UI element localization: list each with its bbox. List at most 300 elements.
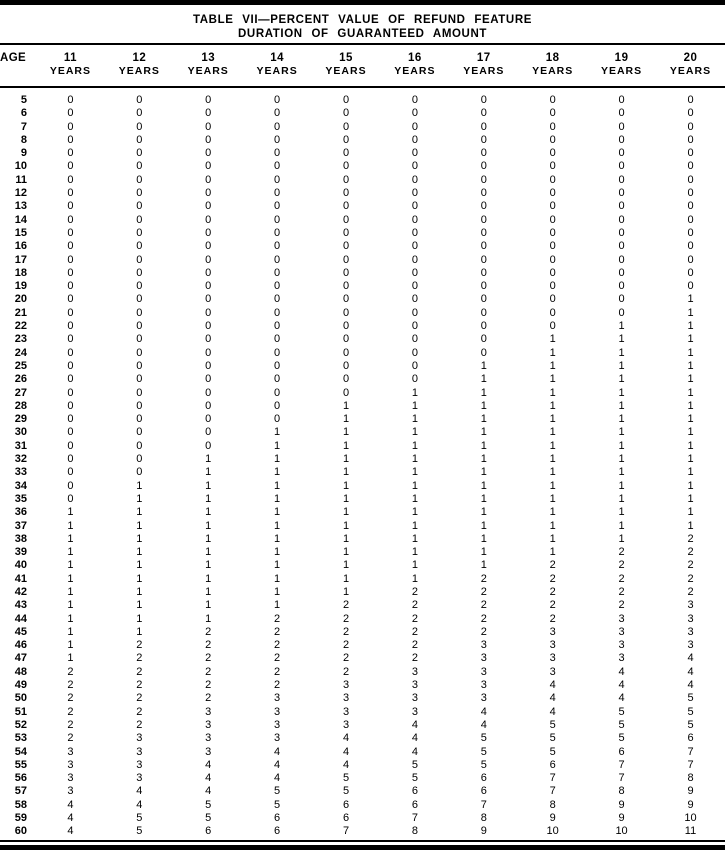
years-label-header: YEARS: [243, 65, 312, 87]
value-cell: 0: [342, 333, 350, 346]
table-row: [0, 586, 725, 599]
value-cell: 1: [136, 519, 143, 532]
value-cell: 6: [618, 745, 625, 758]
table-row: [0, 254, 725, 267]
table-row: [0, 227, 725, 240]
value-cell: 2: [618, 546, 625, 559]
value-cell: 5: [136, 825, 143, 838]
value-cell: 8: [480, 812, 487, 825]
table-row: [0, 160, 725, 173]
table-row: [0, 559, 725, 572]
value-cell: 2: [549, 585, 556, 598]
value-cell: 0: [136, 200, 143, 213]
value-cell: 2: [205, 679, 212, 692]
table-row: [0, 732, 725, 745]
value-cell: 1: [411, 506, 418, 519]
value-cell: 0: [67, 346, 74, 359]
bottom-border-rule: [0, 845, 725, 850]
value-cell: 3: [549, 639, 556, 652]
value-cell: 1: [549, 519, 556, 532]
value-cell: 0: [549, 133, 556, 146]
value-cell: 0: [618, 200, 625, 213]
age-cell: 44: [14, 612, 27, 625]
age-cell: 25: [14, 359, 27, 372]
value-cell: 0: [549, 226, 556, 239]
value-cell: 2: [411, 625, 418, 638]
value-cell: 2: [67, 679, 74, 692]
years-label-header: YEARS: [105, 65, 174, 87]
value-cell: 0: [274, 346, 281, 359]
value-cell: 4: [549, 692, 556, 705]
age-cell: 29: [14, 413, 27, 426]
value-cell: 1: [342, 546, 350, 559]
value-cell: 0: [549, 120, 556, 133]
value-cell: 0: [480, 306, 487, 319]
value-cell: 0: [687, 213, 694, 226]
value-cell: 1: [549, 492, 556, 505]
value-cell: 0: [67, 147, 74, 160]
value-cell: 5: [618, 705, 625, 718]
value-cell: 0: [549, 320, 556, 333]
value-cell: 1: [480, 559, 487, 572]
value-cell: 0: [480, 120, 487, 133]
value-cell: 1: [687, 399, 694, 412]
value-cell: 1: [549, 439, 556, 452]
value-cell: 1: [411, 572, 418, 585]
year-number-header: 20: [683, 52, 698, 64]
value-cell: 0: [549, 306, 556, 319]
value-cell: 3: [136, 745, 143, 758]
value-cell: 4: [549, 705, 556, 718]
age-cell: 56: [14, 772, 27, 785]
value-cell: 3: [618, 612, 625, 625]
age-cell: 48: [14, 665, 27, 678]
value-cell: 2: [411, 652, 418, 665]
value-cell: 10: [615, 825, 628, 838]
value-cell: 0: [67, 373, 74, 386]
value-cell: 3: [342, 692, 350, 705]
value-cell: 0: [136, 306, 143, 319]
value-cell: 2: [549, 612, 556, 625]
value-cell: 1: [549, 359, 556, 372]
table-row: [0, 134, 725, 147]
age-cell: 54: [14, 745, 27, 758]
value-cell: 0: [136, 293, 143, 306]
value-cell: 0: [618, 306, 625, 319]
value-cell: 1: [342, 466, 350, 479]
value-cell: 0: [549, 94, 556, 106]
value-cell: 1: [67, 572, 74, 585]
value-cell: 0: [136, 320, 143, 333]
value-cell: 0: [205, 280, 212, 293]
value-cell: 4: [618, 665, 625, 678]
value-cell: 0: [274, 107, 281, 120]
value-cell: 0: [274, 266, 281, 279]
age-cell: 55: [14, 758, 27, 771]
age-cell: 9: [20, 147, 27, 160]
table-row: [0, 599, 725, 612]
value-cell: 0: [67, 200, 74, 213]
value-cell: 2: [205, 692, 212, 705]
value-cell: 1: [687, 479, 694, 492]
value-cell: 1: [480, 413, 487, 426]
value-cell: 9: [480, 825, 487, 838]
value-cell: 2: [480, 625, 487, 638]
value-cell: 1: [67, 519, 74, 532]
table-row: [0, 520, 725, 533]
year-number-header: 15: [339, 52, 353, 64]
age-cell: 17: [14, 253, 27, 266]
value-cell: 1: [480, 492, 487, 505]
age-cell: 10: [14, 160, 27, 173]
value-cell: 0: [274, 373, 281, 386]
value-cell: 0: [549, 240, 556, 253]
value-cell: 0: [136, 107, 143, 120]
value-cell: 7: [687, 758, 694, 771]
value-cell: 1: [687, 373, 694, 386]
table-row: [0, 293, 725, 306]
value-cell: 0: [480, 280, 487, 293]
value-cell: 0: [67, 133, 74, 146]
value-cell: 4: [205, 785, 212, 798]
value-cell: 5: [342, 772, 350, 785]
value-cell: 3: [342, 679, 350, 692]
value-cell: 0: [67, 187, 74, 200]
value-cell: 0: [274, 94, 281, 106]
value-cell: 2: [136, 679, 143, 692]
value-cell: 2: [618, 585, 625, 598]
value-cell: 3: [411, 679, 418, 692]
value-cell: 3: [411, 705, 418, 718]
value-cell: 1: [687, 466, 694, 479]
value-cell: 0: [205, 320, 212, 333]
value-cell: 0: [136, 173, 143, 186]
age-cell: 59: [14, 812, 27, 825]
value-cell: 1: [618, 466, 625, 479]
value-cell: 3: [549, 625, 556, 638]
age-cell: 42: [14, 585, 27, 598]
value-cell: 2: [274, 639, 281, 652]
value-cell: 5: [480, 732, 487, 745]
value-cell: 2: [274, 612, 281, 625]
age-cell: 52: [14, 718, 27, 731]
value-cell: 3: [342, 705, 350, 718]
table-row: [0, 400, 725, 413]
value-cell: 4: [687, 679, 694, 692]
value-cell: 0: [618, 240, 625, 253]
age-cell: 45: [14, 625, 27, 638]
value-cell: 1: [618, 320, 625, 333]
table-row: [0, 493, 725, 506]
value-cell: 5: [480, 758, 487, 771]
value-cell: 0: [67, 399, 74, 412]
value-cell: 1: [274, 492, 281, 505]
table-row: [0, 759, 725, 772]
age-cell: 51: [14, 705, 27, 718]
value-cell: 0: [136, 253, 143, 266]
value-cell: 0: [342, 200, 350, 213]
table-row: [0, 799, 725, 812]
value-cell: 2: [411, 612, 418, 625]
value-cell: 1: [411, 453, 418, 466]
year-number-header: 11: [63, 52, 78, 64]
table-row: [0, 546, 725, 559]
value-cell: 0: [618, 266, 625, 279]
value-cell: 0: [687, 280, 694, 293]
value-cell: 2: [618, 559, 625, 572]
value-cell: 0: [205, 399, 212, 412]
value-cell: 0: [687, 226, 694, 239]
value-cell: 3: [205, 745, 212, 758]
value-cell: 0: [136, 359, 143, 372]
value-cell: 0: [618, 107, 625, 120]
table-row: [0, 466, 725, 479]
value-cell: 0: [67, 120, 74, 133]
value-cell: 0: [411, 333, 418, 346]
value-cell: 1: [411, 386, 418, 399]
value-cell: 2: [480, 585, 487, 598]
value-cell: 1: [136, 559, 143, 572]
value-cell: 2: [549, 572, 556, 585]
value-cell: 1: [274, 585, 281, 598]
value-cell: 0: [205, 306, 212, 319]
value-cell: 1: [687, 293, 694, 306]
value-cell: 3: [136, 772, 143, 785]
value-cell: 1: [205, 453, 212, 466]
value-cell: 5: [687, 705, 694, 718]
value-cell: 1: [618, 373, 625, 386]
table-title-line2: DURATION OF GUARANTEED AMOUNT: [238, 27, 487, 40]
value-cell: 3: [136, 732, 143, 745]
value-cell: 1: [67, 612, 74, 625]
value-cell: 0: [618, 226, 625, 239]
value-cell: 3: [618, 639, 625, 652]
header-row-numbers: [0, 45, 725, 65]
value-cell: 0: [67, 160, 74, 173]
value-cell: 0: [274, 240, 281, 253]
table-row: [0, 719, 725, 732]
value-cell: 0: [549, 266, 556, 279]
table-row: [0, 360, 725, 373]
value-cell: 0: [342, 187, 350, 200]
value-cell: 0: [687, 173, 694, 186]
value-cell: 2: [274, 625, 281, 638]
value-cell: 4: [687, 665, 694, 678]
value-cell: 1: [411, 466, 418, 479]
value-cell: 0: [411, 133, 418, 146]
value-cell: 10: [546, 825, 559, 838]
value-cell: 3: [205, 732, 212, 745]
value-cell: 0: [274, 133, 281, 146]
value-cell: 5: [549, 745, 556, 758]
value-cell: 1: [342, 559, 350, 572]
value-cell: 0: [67, 226, 74, 239]
value-cell: 1: [618, 519, 625, 532]
table-row: [0, 480, 725, 493]
value-cell: 0: [411, 120, 418, 133]
value-cell: 1: [618, 506, 625, 519]
value-cell: 1: [687, 506, 694, 519]
value-cell: 0: [342, 373, 350, 386]
value-cell: 2: [618, 572, 625, 585]
value-cell: 0: [411, 107, 418, 120]
value-cell: 2: [687, 585, 694, 598]
value-cell: 8: [411, 825, 418, 838]
age-cell: 24: [14, 346, 27, 359]
table-row: [0, 785, 725, 798]
value-cell: 1: [411, 399, 418, 412]
value-cell: 0: [342, 133, 350, 146]
table-row: [0, 812, 725, 825]
table-row: [0, 320, 725, 333]
age-cell: 41: [14, 572, 27, 585]
years-label-header: YEARS: [518, 65, 587, 87]
value-cell: 0: [342, 107, 350, 120]
table-row: [0, 706, 725, 719]
table-row: [0, 187, 725, 200]
value-cell: 1: [687, 519, 694, 532]
value-cell: 3: [67, 758, 74, 771]
age-cell: 21: [14, 306, 27, 319]
value-cell: 3: [67, 745, 74, 758]
value-cell: 0: [274, 200, 281, 213]
value-cell: 0: [480, 94, 487, 106]
value-cell: 1: [136, 492, 143, 505]
value-cell: 1: [480, 359, 487, 372]
value-cell: 1: [618, 413, 625, 426]
value-cell: 0: [342, 240, 350, 253]
value-cell: 1: [618, 399, 625, 412]
value-cell: 0: [687, 160, 694, 173]
value-cell: 6: [480, 772, 487, 785]
age-column-header: AGE: [0, 52, 27, 64]
value-cell: 0: [618, 280, 625, 293]
value-cell: 0: [136, 333, 143, 346]
value-cell: 0: [274, 187, 281, 200]
value-cell: 4: [411, 732, 418, 745]
value-cell: 3: [274, 705, 281, 718]
value-cell: 5: [549, 718, 556, 731]
table-row: [0, 107, 725, 120]
age-cell: 32: [14, 453, 27, 466]
value-cell: 2: [67, 718, 74, 731]
value-cell: 1: [274, 479, 281, 492]
value-cell: 2: [274, 652, 281, 665]
value-cell: 0: [274, 173, 281, 186]
value-cell: 1: [205, 479, 212, 492]
value-cell: 1: [480, 386, 487, 399]
value-cell: 1: [687, 346, 694, 359]
value-cell: 2: [136, 692, 143, 705]
value-cell: 0: [687, 240, 694, 253]
value-cell: 0: [67, 439, 74, 452]
value-cell: 0: [480, 133, 487, 146]
value-cell: 0: [67, 293, 74, 306]
age-cell: 40: [14, 559, 27, 572]
value-cell: 5: [687, 692, 694, 705]
value-cell: 1: [342, 519, 350, 532]
value-cell: 0: [67, 306, 74, 319]
value-cell: 2: [342, 665, 350, 678]
table-row: [0, 87, 725, 107]
value-cell: 0: [205, 386, 212, 399]
year-number-header: 12: [132, 52, 147, 64]
value-cell: 3: [480, 679, 487, 692]
value-cell: 6: [205, 825, 212, 838]
value-cell: 8: [687, 772, 694, 785]
age-cell: 34: [14, 479, 27, 492]
value-cell: 1: [136, 625, 143, 638]
value-cell: 5: [205, 798, 212, 811]
value-cell: 0: [411, 213, 418, 226]
value-cell: 0: [274, 413, 281, 426]
value-cell: 0: [205, 240, 212, 253]
value-cell: 0: [67, 240, 74, 253]
value-cell: 0: [205, 187, 212, 200]
value-cell: 0: [205, 200, 212, 213]
value-cell: 6: [687, 732, 694, 745]
value-cell: 5: [136, 812, 143, 825]
value-cell: 1: [549, 386, 556, 399]
value-cell: 0: [480, 320, 487, 333]
value-cell: 6: [274, 812, 281, 825]
value-cell: 0: [67, 359, 74, 372]
value-cell: 0: [136, 373, 143, 386]
value-cell: 0: [411, 359, 418, 372]
value-cell: 0: [687, 147, 694, 160]
table-row: [0, 746, 725, 759]
value-cell: 3: [687, 612, 694, 625]
value-cell: 4: [618, 679, 625, 692]
value-cell: 0: [205, 266, 212, 279]
value-cell: 1: [618, 492, 625, 505]
value-cell: 1: [549, 466, 556, 479]
value-cell: 1: [342, 413, 350, 426]
value-cell: 0: [342, 173, 350, 186]
value-cell: 0: [342, 306, 350, 319]
value-cell: 3: [274, 732, 281, 745]
value-cell: 7: [618, 772, 625, 785]
value-cell: 3: [411, 692, 418, 705]
value-cell: 1: [205, 585, 212, 598]
value-cell: 0: [549, 253, 556, 266]
value-cell: 1: [411, 559, 418, 572]
value-cell: 1: [274, 506, 281, 519]
value-cell: 0: [67, 426, 74, 439]
value-cell: 1: [274, 546, 281, 559]
value-cell: 0: [274, 306, 281, 319]
value-cell: 2: [136, 718, 143, 731]
value-cell: 2: [136, 652, 143, 665]
value-cell: 7: [411, 812, 418, 825]
value-cell: 2: [274, 665, 281, 678]
value-cell: 5: [618, 732, 625, 745]
value-cell: 7: [342, 825, 350, 838]
table-row: [0, 772, 725, 785]
value-cell: 1: [205, 599, 212, 612]
value-cell: 0: [342, 386, 350, 399]
value-cell: 3: [480, 665, 487, 678]
value-cell: 0: [411, 320, 418, 333]
value-cell: 1: [549, 333, 556, 346]
value-cell: 0: [618, 213, 625, 226]
value-cell: 1: [480, 466, 487, 479]
value-cell: 0: [205, 107, 212, 120]
value-cell: 0: [480, 266, 487, 279]
value-cell: 1: [274, 439, 281, 452]
value-cell: 3: [687, 639, 694, 652]
value-cell: 9: [549, 812, 556, 825]
